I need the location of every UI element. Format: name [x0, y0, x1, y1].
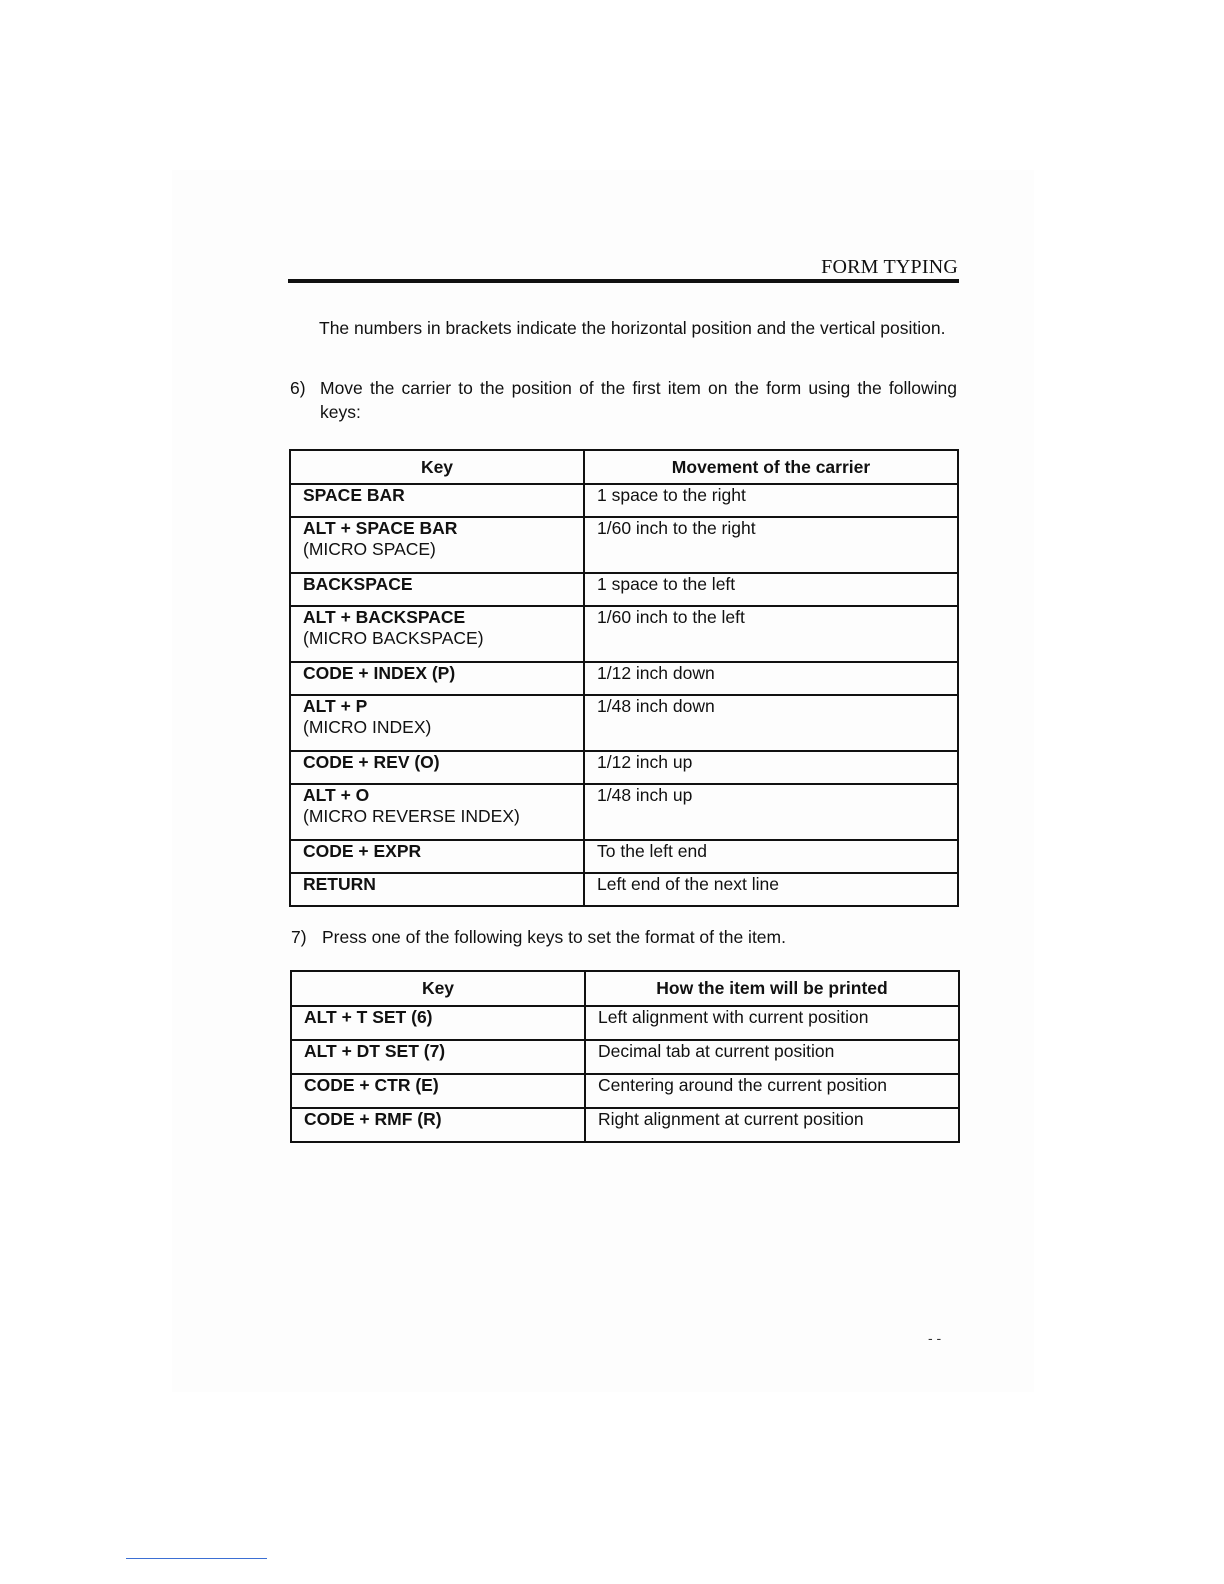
table-row: [290, 662, 958, 695]
key-sublabel: (MICRO INDEX): [303, 717, 432, 737]
key-label: CODE + INDEX (P): [303, 663, 456, 683]
table-row: [290, 484, 958, 517]
step-number: 6): [290, 378, 306, 398]
key-cell: [290, 873, 584, 906]
table-row: [291, 1108, 959, 1142]
column-header-movement: Movement of the carrier: [584, 450, 958, 484]
column-header-printed: How the item will be printed: [585, 971, 959, 1006]
table-row: [291, 1074, 959, 1108]
key-sublabel: (MICRO REVERSE INDEX): [303, 806, 520, 826]
header-rule: [288, 279, 959, 283]
key-cell: [290, 784, 584, 840]
key-label: BACKSPACE: [303, 574, 413, 594]
key-cell: CODE + CTR (E): [291, 1074, 585, 1108]
table-row: [290, 873, 958, 906]
column-header-key: Key: [290, 450, 584, 484]
key-cell: [290, 484, 584, 517]
carrier-movement-table: [289, 449, 959, 907]
footer-line: [126, 1558, 267, 1559]
table-row: [290, 784, 958, 840]
step-number: 7): [291, 927, 307, 947]
key-cell: [290, 573, 584, 606]
key-label: CODE + REV (O): [303, 752, 440, 772]
movement-cell: Left end of the next line: [584, 873, 958, 906]
item-format-table: [290, 970, 960, 1143]
movement-cell: 1/60 inch to the left: [584, 606, 958, 662]
key-cell: [290, 695, 584, 751]
movement-cell: 1 space to the left: [584, 573, 958, 606]
key-label: ALT + P: [303, 696, 368, 716]
key-sublabel: (MICRO BACKSPACE): [303, 628, 484, 648]
movement-cell: 1/48 inch down: [584, 695, 958, 751]
key-cell: [290, 662, 584, 695]
table-row: [290, 573, 958, 606]
key-cell: [290, 751, 584, 784]
key-sublabel: (MICRO SPACE): [303, 539, 436, 559]
key-label: CODE + EXPR: [303, 841, 422, 861]
key-cell: [290, 840, 584, 873]
key-cell: [290, 606, 584, 662]
key-cell: ALT + DT SET (7): [291, 1040, 585, 1074]
movement-cell: 1 space to the right: [584, 484, 958, 517]
table-row: [291, 1040, 959, 1074]
table-row: [290, 840, 958, 873]
key-label: RETURN: [303, 874, 376, 894]
page-header-title: FORM TYPING: [821, 256, 958, 278]
movement-cell: 1/12 inch up: [584, 751, 958, 784]
printed-cell: Centering around the current position: [585, 1074, 959, 1108]
movement-cell: 1/60 inch to the right: [584, 517, 958, 573]
intro-paragraph: The numbers in brackets indicate the horizontal position and the vertical position.: [319, 318, 946, 338]
key-label: ALT + O: [303, 785, 370, 805]
printed-cell: Right alignment at current position: [585, 1108, 959, 1142]
key-cell: [290, 517, 584, 573]
movement-cell: 1/48 inch up: [584, 784, 958, 840]
table-header-row: [291, 971, 959, 1006]
table-header-row: [290, 450, 958, 484]
step-text: Press one of the following keys to set the format of the item.: [322, 927, 786, 947]
printed-cell: Left alignment with current position: [585, 1006, 959, 1040]
step-7: [291, 925, 959, 951]
table-row: [290, 606, 958, 662]
table-row: [290, 695, 958, 751]
movement-cell: 1/12 inch down: [584, 662, 958, 695]
printed-cell: Decimal tab at current position: [585, 1040, 959, 1074]
table-row: [291, 1006, 959, 1040]
table-row: [290, 517, 958, 573]
key-cell: ALT + T SET (6): [291, 1006, 585, 1040]
column-header-key: Key: [291, 971, 585, 1006]
key-label: ALT + BACKSPACE: [303, 607, 466, 627]
page-number: - -: [928, 1330, 942, 1346]
key-label: SPACE BAR: [303, 485, 405, 505]
step-text: Move the carrier to the position of the first item on the form using the following keys:: [320, 378, 957, 422]
movement-cell: To the left end: [584, 840, 958, 873]
step-6: [290, 376, 958, 426]
table-row: [290, 751, 958, 784]
key-label: ALT + SPACE BAR: [303, 518, 458, 538]
key-cell: CODE + RMF (R): [291, 1108, 585, 1142]
